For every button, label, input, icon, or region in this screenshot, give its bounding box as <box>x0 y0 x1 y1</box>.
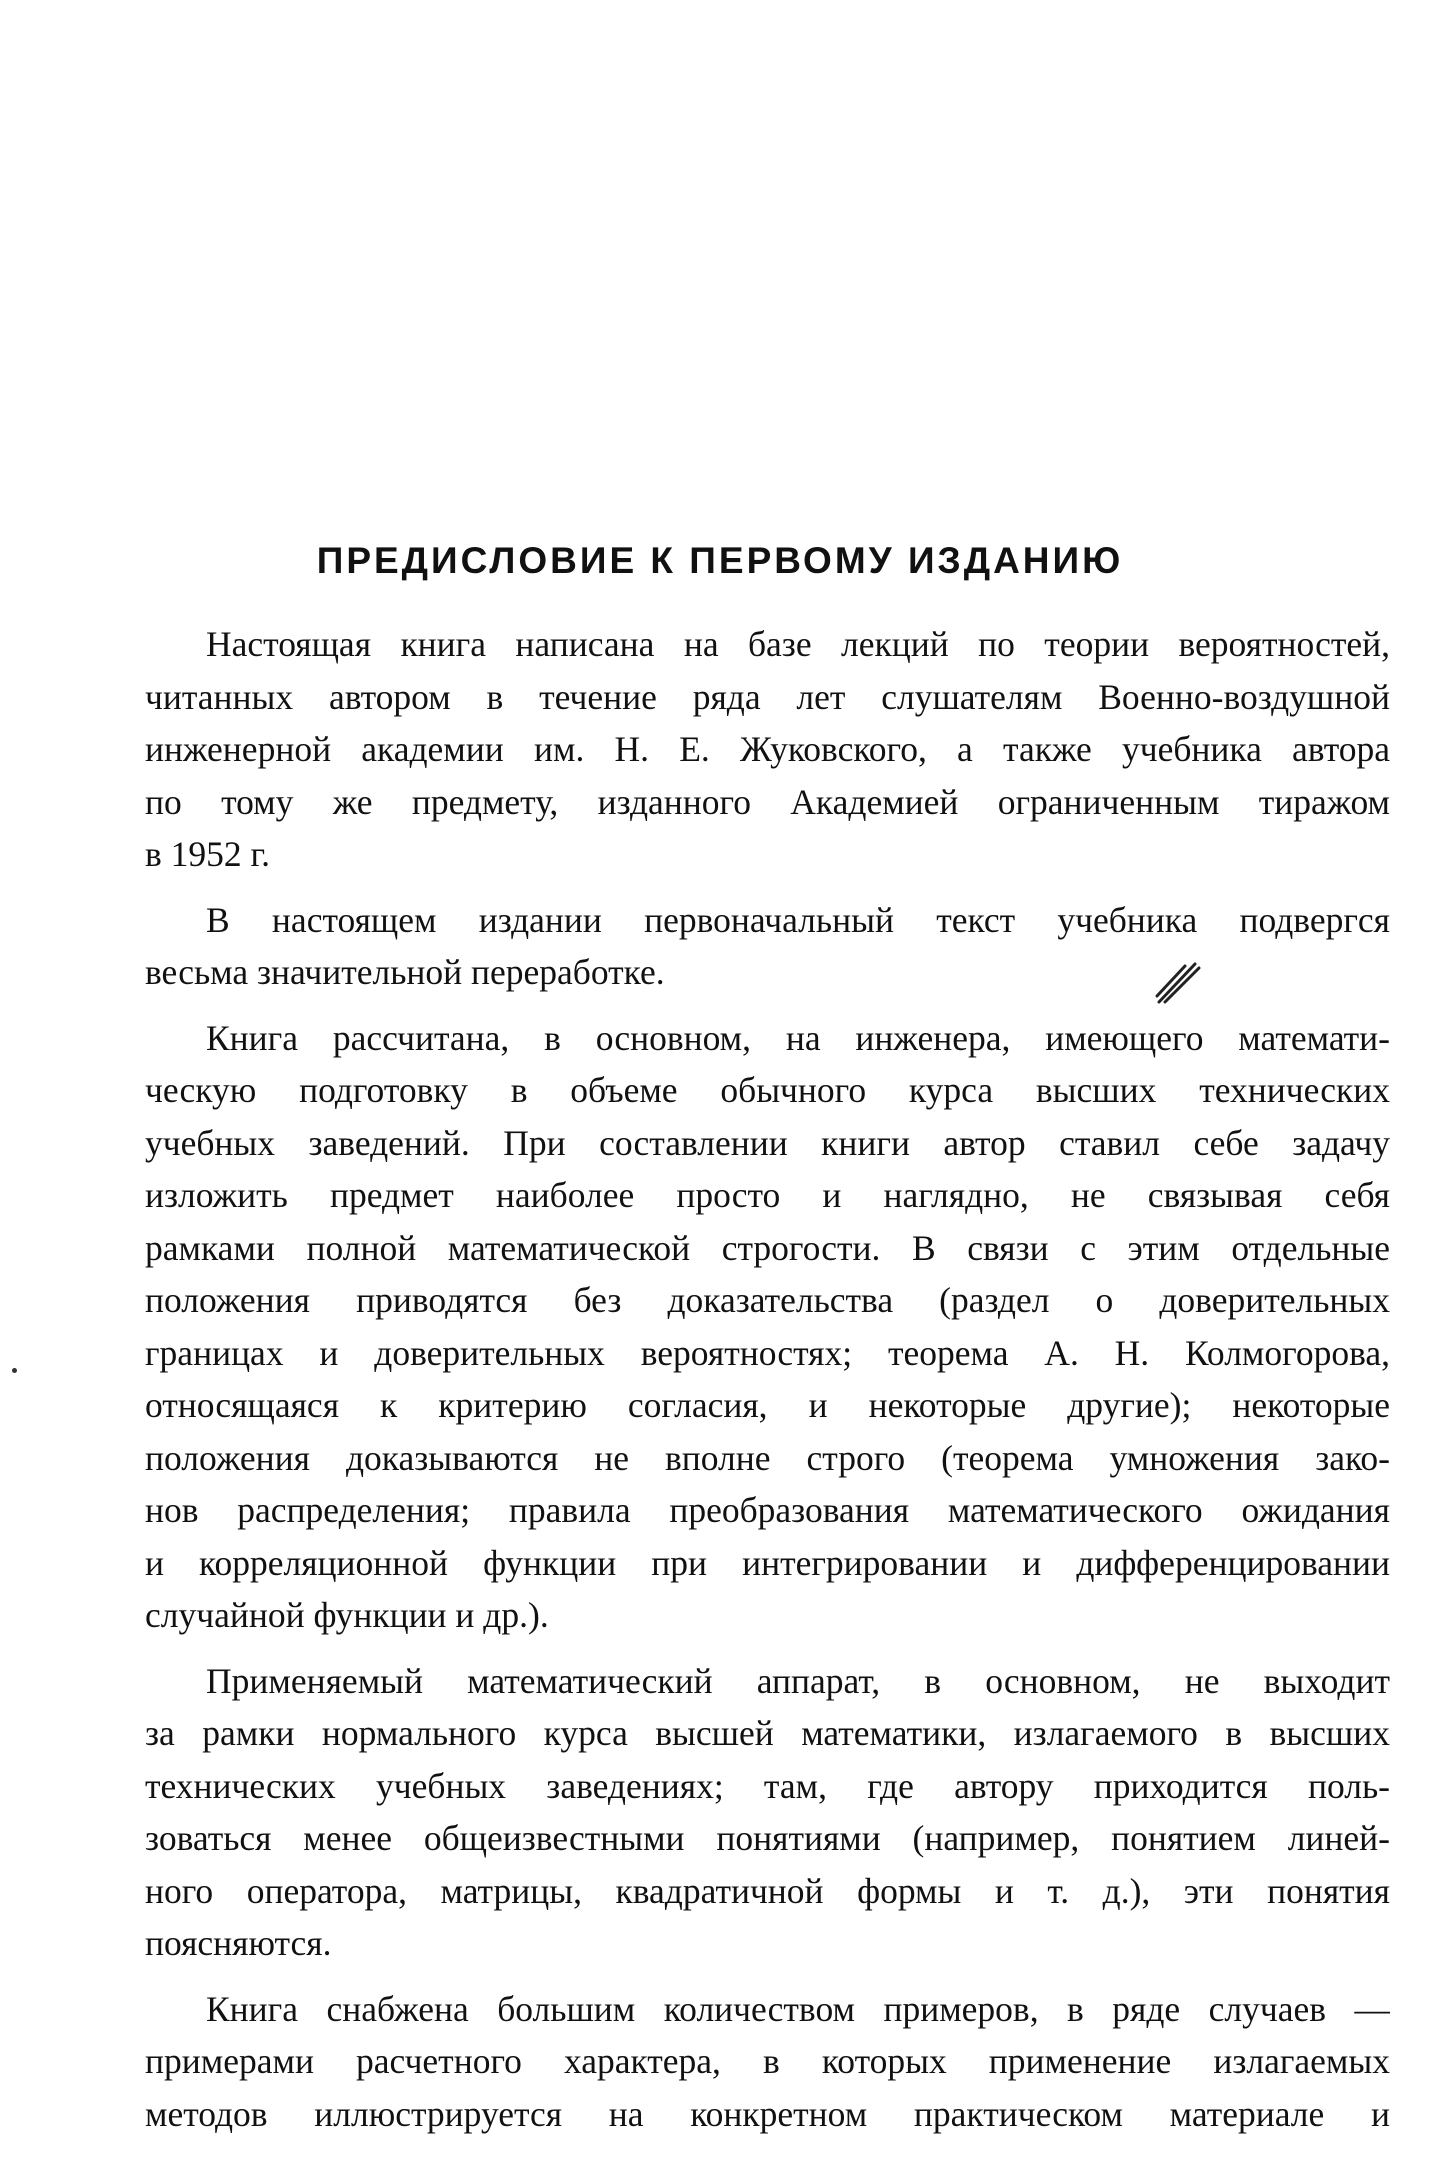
text-line: рамками полной математической строгости. В связи с этим отдельные <box>145 1227 1390 1268</box>
text-line: учебных заведений. При составлении книги автор ставил себе задачу <box>145 1122 1390 1163</box>
text-line: зоваться менее общеизвестными понятиями (например, понятием линей- <box>145 1818 1390 1858</box>
paragraph-5 <box>84 1983 1390 2141</box>
text-line: изложить предмет наиболее просто и наглядно, не связывая себя <box>145 1175 1390 1215</box>
paragraph-3 <box>84 1012 1390 1642</box>
text-line: читанных автором в течение ряда лет слушателям Военно-воздушной <box>145 676 1390 717</box>
preface-text <box>84 618 1390 2153</box>
text-line: Книга рассчитана, в основном, на инженера, имеющего математи- <box>206 1017 1390 1058</box>
text-line: технических учебных заведениях; там, где автору приходится поль- <box>145 1765 1390 1806</box>
stray-ink-dot <box>12 1368 17 1373</box>
paragraph-1 <box>84 618 1390 881</box>
text-line: Настоящая книга написана на базе лекций по теории вероятностей, <box>206 624 1390 664</box>
text-line: В настоящем издании первоначальный текст учебника подвергся <box>206 899 1390 940</box>
text-line: относящаяся к критерию согласия, и некоторые другие); некоторые <box>145 1385 1390 1425</box>
text-line: инженерной академии им. Н. Е. Жуковского, а также учебника автора <box>145 729 1390 769</box>
paragraph-2 <box>84 894 1390 999</box>
text-line: по тому же предмету, изданного Академией ограниченным тиражом <box>145 781 1390 822</box>
text-line: ного оператора, матрицы, квадратичной формы и т. д.), эти понятия <box>145 1870 1390 1911</box>
text-line: случайной функции и др.). <box>145 1595 549 1635</box>
text-line: нов распределения; правила преобразования математического ожидания <box>145 1490 1390 1530</box>
text-line: положения приводятся без доказательства (раздел о доверительных <box>145 1280 1390 1320</box>
text-line: весьма значительной переработке. <box>145 952 665 992</box>
text-line: и корреляционной функции при интегрировании и дифференцировании <box>145 1542 1390 1583</box>
text-line: Применяемый математический аппарат, в основном, не выходит <box>206 1660 1390 1701</box>
text-line: ческую подготовку в объеме обычного курса высших технических <box>145 1070 1390 1110</box>
text-line: поясняются. <box>145 1923 332 1963</box>
text-line: положения доказываются не вполне строго (теорема умножения зако- <box>145 1437 1390 1478</box>
page-title: ПРЕДИСЛОВИЕ К ПЕРВОМУ ИЗДАНИЮ <box>316 540 1124 581</box>
text-line: за рамки нормального курса высшей математики, излагаемого в высших <box>145 1713 1390 1753</box>
paragraph-4 <box>84 1655 1390 1970</box>
text-line: примерами расчетного характера, в которых применение излагаемых <box>145 2041 1390 2081</box>
text-line: в 1952 г. <box>145 834 270 874</box>
text-line: методов иллюстрируется на конкретном практическом материале и <box>145 2093 1390 2134</box>
text-line: границах и доверительных вероятностях; теорема А. Н. Колмогорова, <box>145 1332 1390 1373</box>
text-line: Книга снабжена большим количеством примеров, в ряде случаев — <box>206 1988 1390 2029</box>
